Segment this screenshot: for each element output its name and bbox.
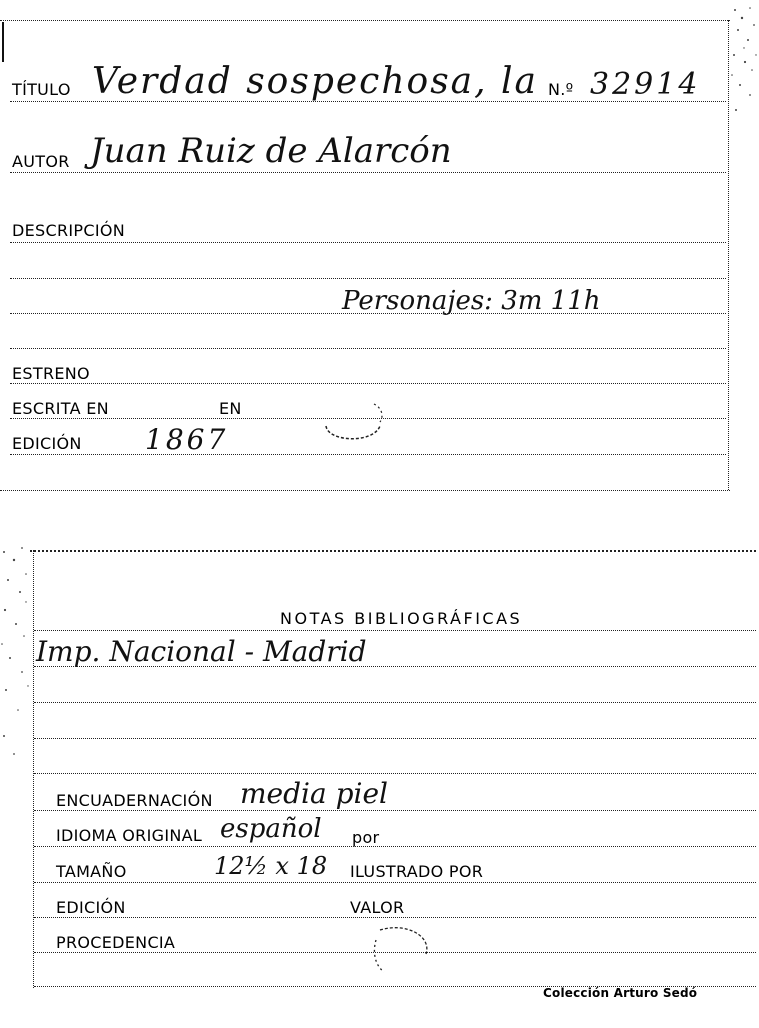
tamano-label: TAMAÑO bbox=[56, 862, 127, 881]
encuadernacion-label: ENCUADERNACIÓN bbox=[56, 791, 213, 810]
card-top-edge bbox=[0, 20, 730, 21]
descripcion-line-2 bbox=[10, 278, 726, 279]
edicion-line bbox=[10, 454, 726, 455]
idioma-value: español bbox=[220, 814, 322, 844]
tamano-value: 12½ x 18 bbox=[214, 852, 328, 880]
notas-line-3 bbox=[34, 738, 756, 739]
card-left-edge bbox=[33, 550, 34, 988]
descripcion-label: DESCRIPCIÓN bbox=[12, 221, 125, 240]
descripcion-value: Personajes: 3m 11h bbox=[342, 286, 601, 316]
valor-label: VALOR bbox=[350, 898, 405, 917]
notas-heading: NOTAS BIBLIOGRÁFICAS bbox=[280, 609, 523, 628]
titulo-line bbox=[10, 101, 726, 102]
edicion-value: 1867 bbox=[145, 423, 229, 456]
procedencia-label: PROCEDENCIA bbox=[56, 933, 176, 952]
titulo-label: TÍTULO bbox=[12, 80, 71, 99]
ilustrado-label: ILUSTRADO POR bbox=[350, 862, 484, 881]
en-label: EN bbox=[219, 399, 242, 418]
idioma-line bbox=[34, 846, 756, 847]
notas-line-4 bbox=[34, 773, 756, 774]
tamano-line bbox=[34, 882, 756, 883]
titulo-value: Verdad sospechosa, la bbox=[92, 61, 538, 102]
collection-credit: Colección Arturo Sedó bbox=[543, 986, 698, 1000]
encuadernacion-value: media piel bbox=[240, 777, 388, 810]
numero-value: 32914 bbox=[590, 67, 701, 102]
stamp-mark bbox=[366, 920, 436, 980]
descripcion-line-1 bbox=[10, 242, 726, 243]
numero-label: N.º bbox=[548, 80, 574, 99]
notas-line-0 bbox=[34, 630, 756, 631]
edicion-label-bottom: EDICIÓN bbox=[56, 898, 126, 917]
descripcion-line-4 bbox=[10, 348, 726, 349]
estreno-line bbox=[10, 383, 726, 384]
notas-line-1-value: Imp. Nacional - Madrid bbox=[36, 635, 367, 668]
catalog-card-bottom bbox=[0, 540, 759, 1028]
autor-value: Juan Ruiz de Alarcón bbox=[90, 131, 452, 171]
notas-line-1 bbox=[34, 666, 756, 667]
card-left-edge bbox=[2, 22, 4, 62]
notas-line-2 bbox=[34, 702, 756, 703]
edicion-line-bottom bbox=[34, 917, 756, 918]
card-top-edge bbox=[30, 550, 756, 552]
paper-speckle bbox=[0, 540, 32, 780]
card-bottom-edge bbox=[0, 490, 730, 491]
paper-speckle bbox=[730, 0, 759, 130]
autor-line bbox=[10, 172, 726, 173]
estreno-label: ESTRENO bbox=[12, 364, 90, 383]
por-label: por bbox=[352, 828, 380, 847]
stamp-mark bbox=[318, 398, 388, 448]
encuadernacion-line bbox=[34, 810, 756, 811]
autor-label: AUTOR bbox=[12, 152, 70, 171]
descripcion-line-3 bbox=[10, 313, 726, 314]
idioma-label: IDIOMA ORIGINAL bbox=[56, 826, 203, 845]
catalog-card-top bbox=[0, 0, 759, 500]
edicion-label: EDICIÓN bbox=[12, 434, 82, 453]
escrita-en-label: ESCRITA EN bbox=[12, 399, 109, 418]
card-right-edge bbox=[728, 20, 729, 490]
